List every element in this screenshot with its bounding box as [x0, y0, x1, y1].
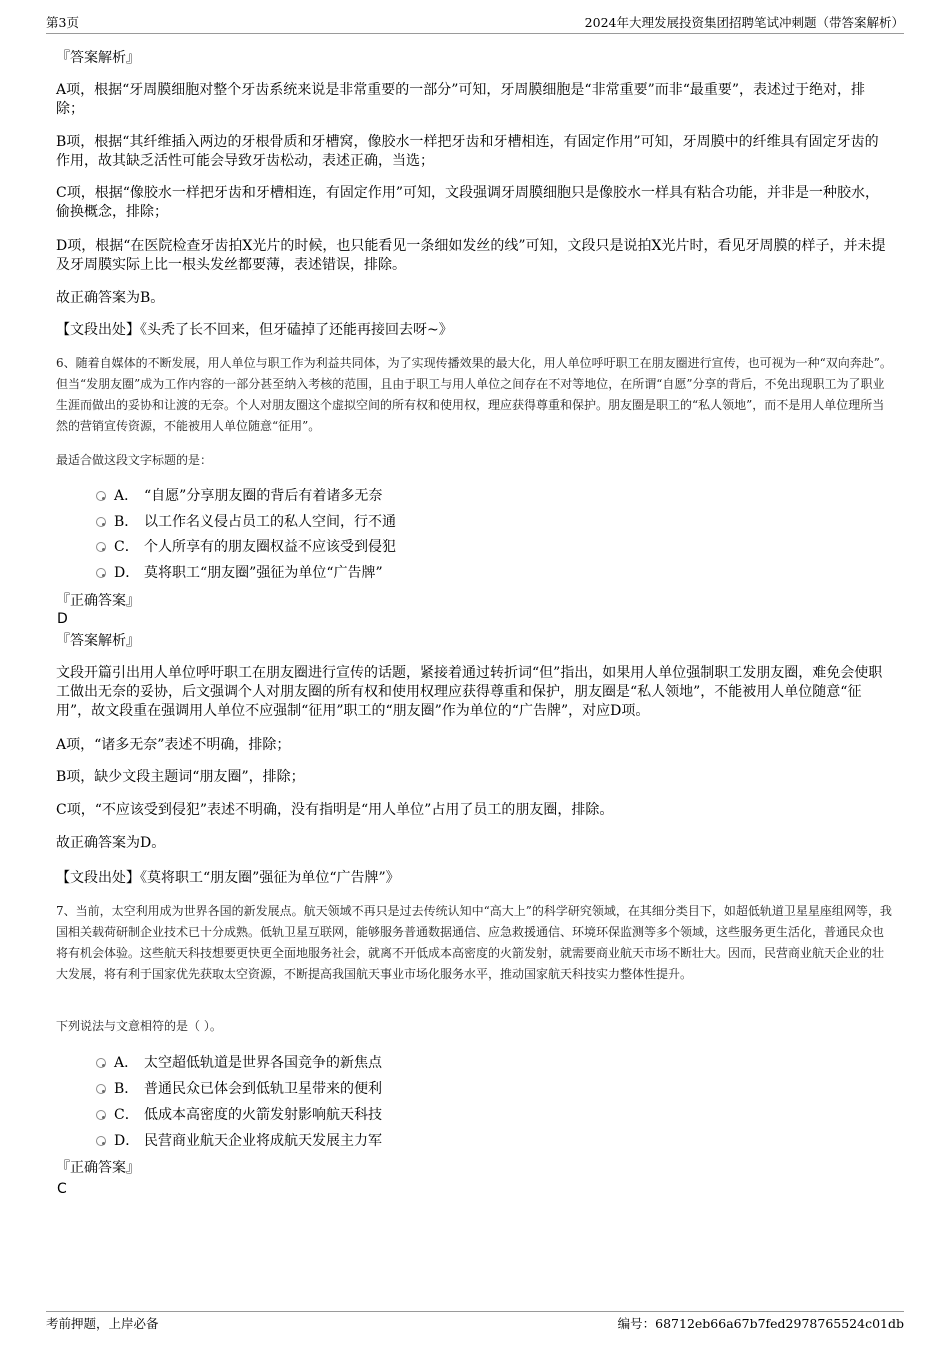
q6-passage: 6、随着自媒体的不断发展，用人单位与职工作为利益共同体，为了实现传播效果的最大化，用人单位呼吁职工在朋友圈进行宣传，也可视为一种“双向奔赴”。但当“发朋友圈”成为工作内容的一部分甚至纳入考核的范围，且由于职工与用人单位之间存在不对等地位，在所谓“自愿”分享的背后，不免出现职工为了职业生涯而做出的妥协和让渡的无奈。个人对朋友圈这个虚拟空间的所有权和使用权，理应获得尊重和保护。朋友圈是职工的“私人领地”，而不是用人单位理所当然的营销宣传资源，不能被用人单位随意“征用”。 — [56, 356, 892, 433]
q7-question: 下列说法与文意相符的是（ ）。 — [56, 1019, 222, 1033]
radio-button-icon[interactable] — [96, 1084, 106, 1094]
q6-analysis-c: C项，“不应该受到侵犯”表述不明确，没有指明是“用人单位”占用了员工的朋友圈，排除。 — [56, 802, 614, 818]
option-text: 普通民众已体会到低轨卫星带来的便利 — [144, 1081, 382, 1097]
q6-analysis-a: A项，“诸多无奈”表述不明确，排除； — [56, 737, 291, 753]
option-letter: B． — [114, 1081, 139, 1097]
q6-analysis-label: 『答案解析』 — [56, 633, 140, 649]
radio-button-icon[interactable] — [96, 1136, 106, 1146]
radio-button-icon[interactable] — [96, 517, 106, 527]
radio-button-icon[interactable] — [96, 1110, 106, 1120]
option-letter: D． — [114, 565, 140, 581]
q5-analysis-b: B项，根据“其纤维插入两边的牙根骨质和牙槽窝，像胶水一样把牙齿和牙槽相连，有固定作用”可知，牙周膜中的纤维具有固定牙齿的作用，故其缺乏活性可能会导致牙齿松动，表述正确，当选； — [56, 134, 879, 169]
q6-source: 【文段出处】《莫将职工“朋友圈”强征为单位“广告牌”》 — [56, 870, 400, 886]
option-letter: A． — [114, 1055, 139, 1071]
option-letter: D． — [114, 1133, 140, 1149]
q7-answer: C — [57, 1181, 67, 1197]
option-text: 以工作名义侵占员工的私人空间，行不通 — [144, 514, 396, 530]
page-number: 第3页 — [46, 15, 79, 30]
q5-analysis-label: 『答案解析』 — [56, 50, 140, 66]
option-text: 莫将职工“朋友圈”强征为单位“广告牌” — [144, 565, 383, 581]
page-header — [46, 14, 904, 34]
option-text: 太空超低轨道是世界各国竞争的新焦点 — [144, 1055, 382, 1071]
q7-passage: 7、当前，太空利用成为世界各国的新发展点。航天领域不再只是过去传统认知中“高大上”的科学研究领域，在其细分类目下，如超低轨道卫星星座组网等，我国相关载荷研制企业技术已十分成熟。低轨卫星互联网，能够服务普通数据通信、应急救援通信、环境环保监测等多个领域，这些服务更生活化，普通民众也将有机会体验。这些航天科技想要更快更全面地服务社会，就离不开低成本高密度的火箭发射，就需要商业航天市场不断壮大。因而，民营商业航天企业的壮大发展，将有利于国家优先获取太空资源，不断提高我国航天事业市场化服务水平，推动国家航天科技实力整体性提升。 — [56, 904, 892, 981]
radio-button-icon[interactable] — [96, 491, 106, 501]
option-text: 个人所享有的朋友圈权益不应该受到侵犯 — [144, 539, 396, 555]
q6-answer-label: 『正确答案』 — [56, 593, 140, 609]
q6-question: 最适合做这段文字标题的是： — [56, 453, 213, 467]
option-letter: B． — [114, 514, 139, 530]
document-title: 2024年大理发展投资集团招聘笔试冲刺题（带答案解析） — [584, 15, 904, 30]
q5-analysis-a: A项，根据“牙周膜细胞对整个牙齿系统来说是非常重要的一部分”可知，牙周膜细胞是“非常重要”而非“最重要”，表述过于绝对，排除； — [56, 82, 866, 117]
page-footer — [46, 1311, 904, 1334]
q5-source: 【文段出处】《头秃了长不回来，但牙磕掉了还能再接回去呀~》 — [56, 322, 453, 338]
q6-conclusion: 故正确答案为D。 — [56, 835, 166, 851]
footer-slogan: 考前押题，上岸必备 — [46, 1316, 159, 1331]
option-text: “自愿”分享朋友圈的背后有着诸多无奈 — [144, 488, 383, 504]
q5-analysis-d: D项，根据“在医院检查牙齿拍X光片的时候，也只能看见一条细如发丝的线”可知，文段只是说拍X光片时，看见牙周膜的样子，并未提及牙周膜实际上比一根头发丝都要薄，表述错误，排除。 — [56, 238, 886, 273]
option-letter: A． — [114, 488, 139, 504]
radio-button-icon[interactable] — [96, 542, 106, 552]
option-text: 低成本高密度的火箭发射影响航天科技 — [144, 1107, 382, 1123]
q5-analysis-c: C项，根据“像胶水一样把牙齿和牙槽相连，有固定作用”可知，文段强调牙周膜细胞只是像胶水一样具有粘合功能，并非是一种胶水，偷换概念，排除； — [56, 185, 880, 220]
option-letter: C． — [114, 1107, 139, 1123]
option-letter: C． — [114, 539, 139, 555]
document-code: 编号：68712eb66a67b7fed2978765524c01db — [617, 1316, 904, 1331]
q7-answer-label: 『正确答案』 — [56, 1160, 140, 1176]
q5-conclusion: 故正确答案为B。 — [56, 290, 165, 306]
radio-button-icon[interactable] — [96, 568, 106, 578]
q6-answer: D — [57, 611, 68, 627]
q6-analysis-b: B项，缺少文段主题词“朋友圈”，排除； — [56, 769, 305, 785]
option-text: 民营商业航天企业将成航天发展主力军 — [144, 1133, 382, 1149]
q6-analysis-main: 文段开篇引出用人单位呼吁职工在朋友圈进行宣传的话题，紧接着通过转折词“但”指出，如果用人单位强制职工发朋友圈，难免会使职工做出无奈的妥协，后文强调个人对朋友圈的所有权和使用权理应获得尊重和保护，朋友圈是“私人领地”，不能被用人单位随意“征用”，故文段重在强调用人单位不应强制“征用”职工的“朋友圈”作为单位的“广告牌”，对应D项。 — [56, 665, 883, 719]
radio-button-icon[interactable] — [96, 1058, 106, 1068]
